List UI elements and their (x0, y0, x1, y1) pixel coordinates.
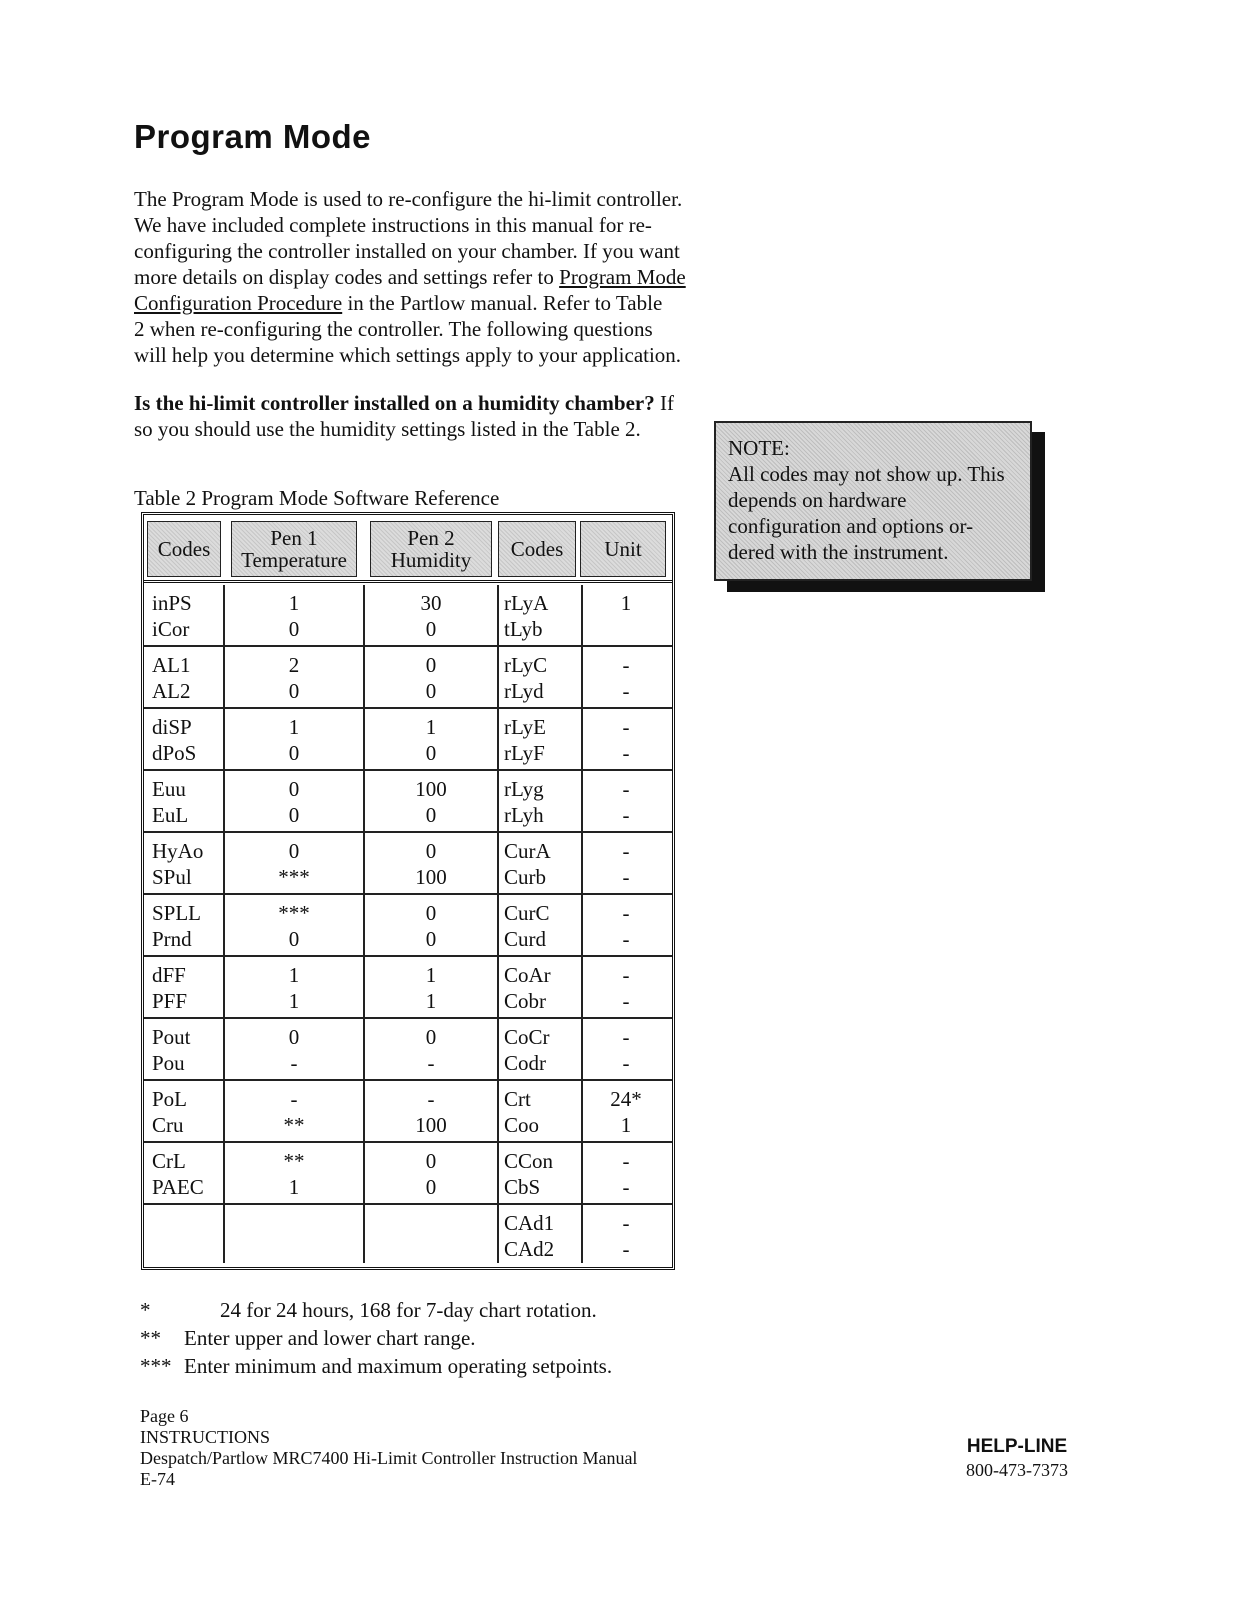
table-row (144, 1019, 672, 1081)
unit-cell (582, 895, 670, 955)
footnote (140, 1296, 612, 1324)
cell-value: - (622, 803, 630, 827)
cell-value: 30 (420, 591, 442, 615)
header-label: Unit (604, 537, 642, 561)
cell-value: - (622, 927, 630, 951)
cell-value: 2 (288, 653, 300, 677)
code2-cell (498, 709, 582, 769)
pen1-cell (224, 1205, 364, 1267)
header-codes (147, 521, 221, 577)
configuration-procedure-reference-link: Configuration Procedure (134, 291, 343, 315)
cell-value: 0 (288, 741, 300, 765)
cell-value (224, 1210, 364, 1236)
page-footer (140, 1406, 637, 1490)
pen2-cell (364, 585, 498, 645)
unit-cell (582, 1019, 670, 1079)
footer-manual-title: Despatch/Partlow MRC7400 Hi-Limit Controller Instruction Manual (140, 1448, 638, 1468)
intro-line: We have included complete instructions in this manual for re- (134, 213, 652, 237)
cell-value: CurC (504, 901, 550, 925)
cell-value: - (622, 715, 630, 739)
cell-value: ** (283, 1149, 305, 1173)
cell-value: Curb (504, 865, 546, 889)
note-line: dered with the instrument. (728, 540, 949, 564)
pen2-cell (364, 833, 498, 893)
table-caption: Table 2 Program Mode Software Reference (134, 486, 500, 510)
footer-doc-code: E-74 (140, 1469, 175, 1489)
cell-value (582, 616, 670, 642)
pen1-cell (224, 585, 364, 645)
cell-value: 0 (425, 901, 437, 925)
cell-value: rLyE (504, 715, 546, 739)
cell-value: - (427, 1087, 435, 1111)
note-box (714, 421, 1032, 581)
code2-cell (498, 833, 582, 893)
code-cell (148, 709, 224, 769)
cell-value: 100 (415, 777, 447, 801)
code2-cell (498, 1143, 582, 1203)
table-body (144, 585, 672, 1267)
helpline-number: 800-473-7373 (966, 1460, 1068, 1480)
cell-value: - (427, 1051, 435, 1075)
note-title: NOTE: (728, 436, 790, 460)
pen2-cell (364, 957, 498, 1017)
header-label: Codes (157, 537, 211, 561)
table-row (144, 1143, 672, 1205)
table-row (144, 1081, 672, 1143)
cell-value: - (622, 653, 630, 677)
footnote-text: Enter minimum and maximum operating setpoints. (184, 1354, 613, 1378)
cell-value: PoL (152, 1087, 188, 1111)
cell-value: CurA (504, 839, 551, 863)
cell-value: HyAo (152, 839, 204, 863)
intro-paragraph (134, 186, 714, 368)
header-label: Pen 2 (407, 526, 455, 550)
code-cell (148, 833, 224, 893)
unit-cell (582, 585, 670, 645)
cell-value: - (290, 1051, 298, 1075)
footer-section: INSTRUCTIONS (140, 1427, 271, 1447)
code-cell (148, 1081, 224, 1141)
cell-value: EuL (152, 803, 189, 827)
intro-text: more details on display codes and settings refer to (134, 265, 560, 289)
cell-value (364, 1210, 498, 1236)
pen1-cell (224, 1081, 364, 1141)
pen2-cell (364, 1205, 498, 1267)
code2-cell (498, 647, 582, 707)
code2-cell (498, 1205, 582, 1267)
cell-value: rLyg (504, 777, 544, 801)
unit-cell (582, 709, 670, 769)
intro-line: will help you determine which settings apply to your application. (134, 343, 682, 367)
note-line: configuration and options or- (728, 514, 974, 538)
cell-value: SPul (152, 865, 192, 889)
cell-value: rLyd (504, 679, 544, 703)
code-cell (148, 1205, 224, 1267)
table-row (144, 1205, 672, 1267)
intro-line: 2 when re-configuring the controller. The following questions (134, 317, 653, 341)
cell-value: - (622, 777, 630, 801)
cell-value: - (622, 741, 630, 765)
pen1-cell (224, 709, 364, 769)
code2-cell (498, 585, 582, 645)
pen2-cell (364, 709, 498, 769)
footnote-mark: ** (140, 1326, 161, 1350)
footer-page-number: Page 6 (140, 1406, 189, 1426)
pen2-cell (364, 647, 498, 707)
cell-value: CAd1 (504, 1211, 555, 1235)
question-line: so you should use the humidity settings listed in the Table 2. (134, 417, 641, 441)
cell-value: 1 (425, 989, 437, 1013)
header-codes-2 (498, 521, 576, 577)
cell-value: - (622, 989, 630, 1013)
code2-cell (498, 1019, 582, 1079)
cell-value: 0 (288, 777, 300, 801)
cell-value: 1 (620, 1113, 632, 1137)
cell-value: AL1 (152, 653, 191, 677)
cell-value: 0 (425, 741, 437, 765)
cell-value: *** (278, 865, 310, 889)
cell-value: - (622, 1051, 630, 1075)
cell-value: ** (283, 1113, 305, 1137)
cell-value: 0 (425, 679, 437, 703)
cell-value: 0 (425, 617, 437, 641)
cell-value: Cobr (504, 989, 546, 1013)
cell-value: - (622, 839, 630, 863)
pen2-cell (364, 771, 498, 831)
pen2-cell (364, 895, 498, 955)
cell-value: 0 (425, 803, 437, 827)
pen1-cell (224, 895, 364, 955)
cell-value: Euu (152, 777, 186, 801)
cell-value: 0 (425, 653, 437, 677)
cell-value: - (622, 1149, 630, 1173)
pen1-cell (224, 833, 364, 893)
header-label: Humidity (390, 548, 472, 572)
pen1-cell (224, 1143, 364, 1203)
cell-value: 0 (288, 839, 300, 863)
cell-value: 1 (620, 591, 632, 615)
cell-value: Coo (504, 1113, 540, 1137)
cell-value: 1 (288, 591, 300, 615)
intro-text: in the Partlow manual. Refer to Table (342, 291, 663, 315)
cell-value: 0 (288, 617, 300, 641)
cell-value: CrL (152, 1149, 186, 1173)
cell-value: rLyh (504, 803, 544, 827)
code-cell (148, 771, 224, 831)
pen1-cell (224, 957, 364, 1017)
cell-value: 1 (425, 963, 437, 987)
cell-value: - (622, 1025, 630, 1049)
code-cell (148, 1143, 224, 1203)
note-line: All codes may not show up. This (728, 462, 1005, 486)
cell-value: CoAr (504, 963, 551, 987)
cell-value: 0 (425, 927, 437, 951)
code2-cell (498, 895, 582, 955)
cell-value: Prnd (152, 927, 192, 951)
cell-value: 1 (288, 1175, 300, 1199)
unit-cell (582, 957, 670, 1017)
header-label: Temperature (241, 548, 347, 572)
intro-line: configuring the controller installed on your chamber. If you want (134, 239, 680, 263)
helpline (966, 1436, 1068, 1481)
cell-value (224, 1236, 364, 1262)
cell-value: - (622, 1237, 630, 1261)
cell-value: 1 (288, 989, 300, 1013)
table-row (144, 709, 672, 771)
cell-value: rLyA (504, 591, 549, 615)
cell-value: - (622, 963, 630, 987)
code2-cell (498, 1081, 582, 1141)
question-bold: Is the hi-limit controller installed on a humidity chamber? (134, 391, 655, 415)
cell-value: Curd (504, 927, 546, 951)
cell-value: Pou (152, 1051, 185, 1075)
cell-value: - (622, 679, 630, 703)
header-label: Pen 1 (270, 526, 318, 550)
code-cell (148, 585, 224, 645)
table-row (144, 647, 672, 709)
intro-line: The Program Mode is used to re-configure the hi-limit controller. (134, 187, 683, 211)
cell-value: CCon (504, 1149, 554, 1173)
header-pen2 (370, 521, 492, 577)
cell-value: PAEC (152, 1175, 204, 1199)
cell-value: 1 (288, 715, 300, 739)
code-cell (148, 895, 224, 955)
unit-cell (582, 1081, 670, 1141)
table-header (144, 515, 672, 583)
cell-value: dPoS (152, 741, 197, 765)
cell-value: 0 (425, 1175, 437, 1199)
footnote-mark: *** (140, 1354, 172, 1378)
cell-value: - (622, 865, 630, 889)
unit-cell (582, 1205, 670, 1267)
pen2-cell (364, 1019, 498, 1079)
unit-cell (582, 647, 670, 707)
humidity-question (134, 390, 714, 442)
cell-value: tLyb (504, 617, 543, 641)
unit-cell (582, 1143, 670, 1203)
cell-value: SPLL (152, 901, 202, 925)
cell-value: - (622, 1175, 630, 1199)
pen2-cell (364, 1081, 498, 1141)
page-title: Program Mode (134, 118, 372, 155)
cell-value (152, 1210, 224, 1236)
footnote-text: Enter upper and lower chart range. (184, 1326, 476, 1350)
footnote-mark: * (140, 1298, 151, 1322)
cell-value: 100 (415, 865, 447, 889)
intro-line (134, 290, 714, 316)
footnote-text: 24 for 24 hours, 168 for 7-day chart rotation. (220, 1298, 597, 1322)
cell-value: diSP (152, 715, 192, 739)
cell-value: *** (278, 901, 310, 925)
pen1-cell (224, 1019, 364, 1079)
cell-value: - (290, 1087, 298, 1111)
table-row (144, 771, 672, 833)
code2-cell (498, 771, 582, 831)
cell-value: CAd2 (504, 1237, 555, 1261)
program-mode-reference-link: Program Mode (559, 265, 686, 289)
footnotes (140, 1296, 612, 1380)
cell-value: dFF (152, 963, 186, 987)
cell-value (152, 1236, 224, 1262)
table-row (144, 957, 672, 1019)
cell-value: 0 (425, 1149, 437, 1173)
cell-value: CoCr (504, 1025, 550, 1049)
table-row (144, 833, 672, 895)
cell-value: 1 (288, 963, 300, 987)
header-unit (580, 521, 666, 577)
cell-value: 1 (425, 715, 437, 739)
helpline-label: HELP-LINE (966, 1436, 1068, 1457)
cell-value: 0 (288, 803, 300, 827)
cell-value: Pout (152, 1025, 191, 1049)
pen2-cell (364, 1143, 498, 1203)
footnote (140, 1324, 612, 1352)
cell-value: 0 (288, 927, 300, 951)
code-cell (148, 647, 224, 707)
cell-value: Crt (504, 1087, 531, 1111)
cell-value: 0 (288, 679, 300, 703)
cell-value: iCor (152, 617, 190, 641)
cell-value: - (622, 1211, 630, 1235)
cell-value: rLyC (504, 653, 548, 677)
cell-value: AL2 (152, 679, 191, 703)
code2-cell (498, 957, 582, 1017)
unit-cell (582, 771, 670, 831)
unit-cell (582, 833, 670, 893)
question-line (134, 390, 714, 416)
cell-value: inPS (152, 591, 192, 615)
cell-value: 100 (415, 1113, 447, 1137)
program-mode-table (141, 512, 675, 1270)
cell-value: rLyF (504, 741, 545, 765)
pen1-cell (224, 647, 364, 707)
table-row (144, 585, 672, 647)
header-label: Codes (510, 537, 564, 561)
code-cell (148, 1019, 224, 1079)
pen1-cell (224, 771, 364, 831)
cell-value: PFF (152, 989, 188, 1013)
cell-value: 0 (288, 1025, 300, 1049)
cell-value: CbS (504, 1175, 541, 1199)
cell-value (364, 1236, 498, 1262)
cell-value: Cru (152, 1113, 184, 1137)
footnote (140, 1352, 612, 1380)
table-row (144, 895, 672, 957)
cell-value: 0 (425, 839, 437, 863)
question-tail: If (654, 391, 674, 415)
code-cell (148, 957, 224, 1017)
cell-value: Codr (504, 1051, 546, 1075)
note-line: depends on hardware (728, 488, 907, 512)
cell-value: - (622, 901, 630, 925)
cell-value: 0 (425, 1025, 437, 1049)
intro-line (134, 264, 714, 290)
header-pen1 (231, 521, 357, 577)
cell-value: 24* (610, 1087, 642, 1111)
